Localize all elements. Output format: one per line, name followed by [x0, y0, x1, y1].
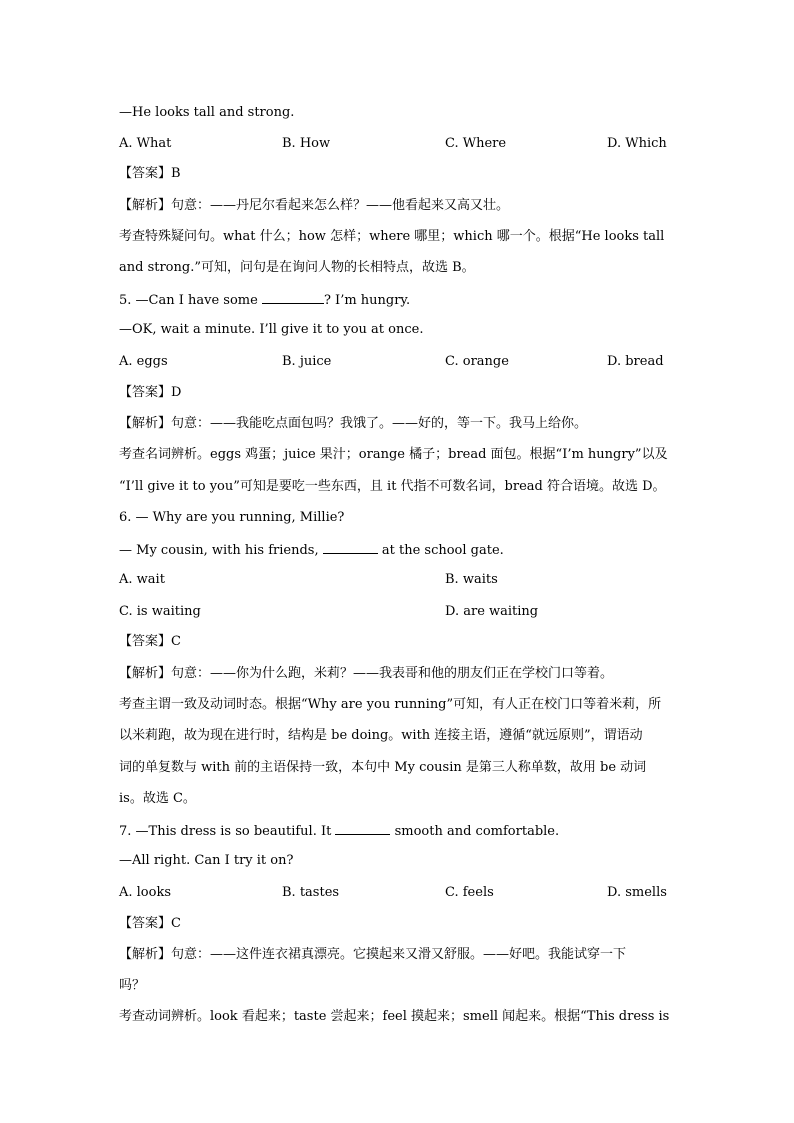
option-d: D. are waiting — [445, 604, 539, 619]
question-text: at the school gate. — [377, 543, 504, 558]
answer-blank — [335, 822, 390, 835]
dialogue-line — [119, 541, 504, 559]
answer-line: 【答案】D — [119, 385, 182, 400]
option-b: B. How — [282, 136, 331, 151]
explanation-line: is。故选 C。 — [119, 791, 196, 806]
answer-line: 【答案】C — [119, 916, 181, 931]
question-text: smooth and comfortable. — [390, 824, 560, 839]
explanation-line: 【解析】句意：——丹尼尔看起来怎么样？——他看起来又高又壮。 — [119, 198, 510, 213]
option-b: B. juice — [282, 354, 332, 369]
dialogue-line: —All right. Can I try it on? — [119, 853, 294, 868]
question-text: ? I’m hungry. — [323, 293, 411, 308]
explanation-line: 考查动词辨析。look 看起来；taste 尝起来；feel 摸起来；smell 闻起来。根据“This dress is — [119, 1009, 670, 1024]
option-a: A. wait — [119, 572, 165, 587]
option-c: C. is waiting — [119, 604, 201, 619]
option-c: C. Where — [445, 136, 507, 151]
question-text: 7. —This dress is so beautiful. It — [119, 824, 336, 839]
explanation-line: 考查主谓一致及动词时态。根据“Why are you running”可知，有人正在校门口等着米莉，所 — [119, 697, 662, 712]
question-line — [119, 822, 559, 840]
option-d: D. smells — [607, 885, 667, 900]
option-a: A. looks — [119, 885, 172, 900]
explanation-line: 【解析】句意：——你为什么跑，米莉？——我表哥和他的朋友们正在学校门口等着。 — [119, 666, 614, 681]
question-text: 5. —Can I have some — [119, 293, 262, 308]
option-a: A. What — [119, 136, 172, 151]
option-a: A. eggs — [119, 354, 168, 369]
explanation-line: 以米莉跑，故为现在进行时，结构是 be doing。with 连接主语，遵循“就远原则”，谓语动 — [119, 728, 643, 743]
option-b: B. waits — [445, 572, 498, 587]
explanation-line: 考查特殊疑问句。what 什么；how 怎样；where 哪里；which 哪一个。根据“He looks tall — [119, 229, 665, 244]
option-d: D. bread — [607, 354, 664, 369]
dialogue-line: —He looks tall and strong. — [119, 105, 295, 120]
explanation-line: and strong.”可知，问句是在询问人物的长相特点，故选 B。 — [119, 260, 475, 275]
explanation-line: 考查名词辨析。eggs 鸡蛋；juice 果汁；orange 橘子；bread 面包。根据“I’m hungry”以及 — [119, 447, 668, 462]
answer-blank — [262, 291, 324, 304]
explanation-line: 【解析】句意：——这件连衣裙真漂亮。它摸起来又滑又舒服。——好吧。我能试穿一下 — [119, 947, 627, 962]
question-text: — My cousin, with his friends, — [119, 543, 323, 558]
answer-line: 【答案】C — [119, 634, 181, 649]
answer-blank — [323, 541, 378, 554]
explanation-line: 吗？ — [119, 978, 146, 993]
question-line — [119, 291, 410, 309]
dialogue-line: —OK, wait a minute. I’ll give it to you at once. — [119, 322, 424, 337]
question-line: 6. — Why are you running, Millie? — [119, 510, 345, 525]
option-b: B. tastes — [282, 885, 340, 900]
explanation-line: 【解析】句意：——我能吃点面包吗？我饿了。——好的，等一下。我马上给你。 — [119, 416, 588, 431]
explanation-line: 词的单复数与 with 前的主语保持一致，本句中 My cousin 是第三人称单数，故用 be 动词 — [119, 760, 647, 775]
answer-line: 【答案】B — [119, 166, 181, 181]
option-d: D. Which — [607, 136, 667, 151]
option-c: C. feels — [445, 885, 494, 900]
explanation-line: “I’ll give it to you”可知是要吃一些东西，且 it 代指不可数名词，bread 符合语境。故选 D。 — [119, 479, 666, 494]
option-c: C. orange — [445, 354, 509, 369]
